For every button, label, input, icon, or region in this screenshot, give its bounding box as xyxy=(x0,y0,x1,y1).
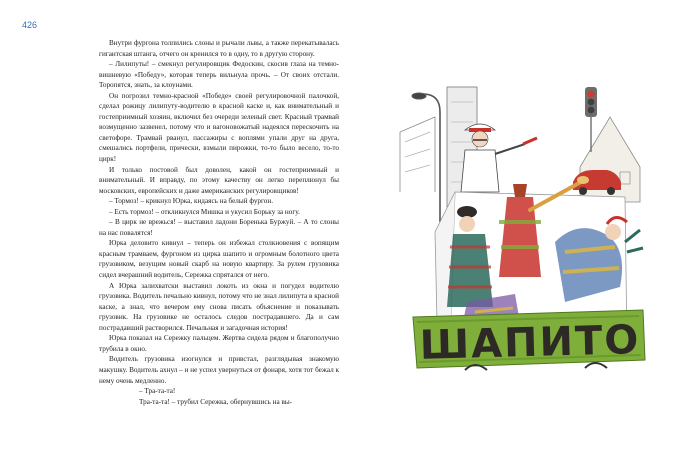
paragraph: Юрка деловито кивнул – теперь он избежал столкновения с вопящим красным трамваем, фургоном из цирка шапито и огромным болотного цвета грузовиком, везущим новый скарб на новую квартиру. За рулем грузовика сидел вчерашний водитель, Сережка спрятался от него. xyxy=(99,239,339,280)
paragraph: – Тра-та-та! xyxy=(139,387,176,396)
paragraph: Внутри фургона толпились слоны и рычали львы, а также перекатывалась гигантская штанга, отчего он кренился то в одну, то в другую сторону. xyxy=(99,39,339,58)
paragraph: Он погрозил темно-красной «Победе» своей регулировочной палочкой, сделал рожицу лилипуту-водителю в красной каске и, как внимательный и гостеприимный хозяин, включил без очереди зеленый свет. Красный трамвай возмущенно зазвенел, потому что и вагоновожатый надеялся перескочить на светофоре. Трамвай рванул, пассажиры с воплями упали друг на друга, смешались портфели, прически, взмыли пирожки, то-то было весело, то-то цирк! xyxy=(99,91,339,164)
paragraph: – Лилипуты! – смекнул регулировщик Федоскин, скосив глаза на темно-вишневую «Победу», которая теперь вильнула прочь. – От своих отстали. Торопятся, знать, за клоунами. xyxy=(99,60,339,90)
text-column xyxy=(99,38,339,407)
paragraph: Водитель грузовика изогнулся и привстал, разглядывая знакомую макушку. Водитель ахнул – и не успел увернуться от фонаря, хотя тот бежал к нему очень медленно. xyxy=(99,355,339,385)
paragraph: И только постовой был доволен, какой он гостеприимный и внимательный. И вправду, по этому качеству он легко переплюнул бы московских, европейских и даже американских регулировщиков! xyxy=(99,165,339,195)
illustration xyxy=(395,72,657,382)
street-lamp xyxy=(412,93,440,222)
paragraph: А Юрка залихватски выставил локоть из окна и погудел водителю грузовика. Водитель печально кивнул, потому что не знал лилипута в красной каске, а знал, что вечером ему снова писать объяснение и показывать грузовик. На грузовике не осталось следов пострадавшего. Да и сам пострадавший растворился. Печальная и загадочная история! xyxy=(99,281,339,332)
paragraph: Юрка показал на Сережку пальцем. Жертва сидела рядом и благополучно трубила в окно. xyxy=(99,334,339,353)
paragraph: Тра-та-та! – трубил Сережка, обернувшись на вы- xyxy=(139,397,293,406)
paragraph: – Есть тормоз! – откликнулся Мишка и укусил Борьку за ногу. xyxy=(109,207,300,216)
page-number: 426 xyxy=(22,20,38,30)
sign-text: ШАПИТО xyxy=(419,317,641,369)
shapito-sign xyxy=(413,310,645,369)
paragraph: – В цирк не врежься! – выставил ладони Боренька Буржуй. – А то слоны на нас повалятся! xyxy=(99,218,339,237)
paragraph: – Тормоз! – крикнул Юрка, кидаясь на белый фургон. xyxy=(109,197,274,206)
circus-street-illustration xyxy=(395,72,657,382)
